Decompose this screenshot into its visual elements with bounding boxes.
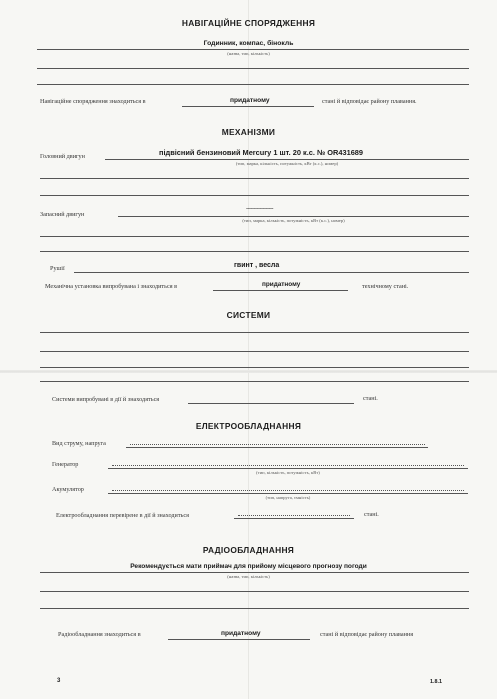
navigation-state-value[interactable]: придатному [230,97,270,104]
electrical-checked-dotted [238,515,350,516]
electrical-title: ЕЛЕКТРООБЛАДНАННЯ [195,421,302,431]
systems-line-2 [40,351,469,352]
propulsors-line [74,272,469,273]
radio-state-suffix: стані й відповідає району плавання [320,631,414,638]
battery-dotted [112,490,464,491]
form-code: 1.8.1 [430,679,442,685]
navigation-line-3 [37,84,469,85]
spare-engine-value[interactable]: ------------------ [246,206,273,212]
radio-value[interactable]: Рекомендується мати приймач для прийому місцевого прогнозу погоди [130,563,367,570]
mechanisms-title: МЕХАНІЗМИ [221,127,276,137]
battery-label: Акумулятор [52,486,84,493]
radio-title: РАДІООБЛАДНАННЯ [202,545,295,555]
electrical-checked-suffix: стані. [364,511,379,518]
propulsors-value[interactable]: гвинт , весла [234,262,280,269]
mechanisms-tested-label: Механічна установка випробувана і знаходиться в [45,283,178,290]
generator-line[interactable] [108,468,468,469]
radio-state-value[interactable]: придатному [221,630,261,637]
navigation-title: НАВІГАЦІЙНЕ СПОРЯДЖЕННЯ [181,18,316,28]
main-engine-value[interactable]: підвісний бензиновий Mercury 1 шт. 20 к.с. № OR431689 [159,148,364,157]
mechanisms-tested-value[interactable]: придатному [262,281,301,288]
electrical-checked-line[interactable] [234,518,354,519]
navigation-state-line [182,106,314,107]
mechanisms-tested-suffix: технічному стані. [362,283,409,290]
radio-state-label: Радіообладнання знаходиться в [58,631,141,638]
battery-hint: (тип, напруга, ємність) [265,495,311,500]
current-label: Вид струму, напруга [52,440,106,447]
navigation-state-suffix: стані й відповідає району плавання. [322,98,417,105]
systems-tested-suffix: стані. [363,395,378,402]
main-engine-hint: (тип, марка, кількість, потужність, кВт (к.с.), номер) [235,161,339,166]
generator-dotted [112,465,464,466]
radio-line-3 [40,608,469,609]
navigation-line-2 [37,68,469,69]
fold-crease-horizontal [0,370,497,373]
fold-crease-vertical [248,0,249,699]
navigation-hint: (назва, тип, кількість) [227,51,270,56]
systems-tested-line[interactable] [188,403,354,404]
radio-hint: (назва, тип, кількість) [227,574,270,579]
systems-line-1 [40,332,469,333]
systems-line-3 [40,367,469,368]
main-engine-line [105,159,469,160]
electrical-checked-label: Електрообладнання перевірене в дії й знаходиться [56,512,189,519]
current-line[interactable] [126,447,428,448]
mechanisms-tested-line [213,290,348,291]
generator-hint: (тип, кількість, потужність, кВт) [256,470,320,475]
spare-engine-line [118,216,469,217]
main-engine-label: Головний двигун [40,153,85,160]
navigation-line [37,49,469,50]
systems-title: СИСТЕМИ [226,310,271,320]
navigation-state-label: Навігаційне спорядження знаходиться в [40,98,146,105]
spare-engine-hint: (тип, марка, кількість, потужність, кВт (к.с.), номер) [242,218,345,223]
current-dotted [130,444,425,445]
spare-engine-line-3 [40,251,469,252]
radio-line-2 [40,591,469,592]
battery-line[interactable] [108,493,468,494]
main-engine-line-2 [40,178,469,179]
generator-label: Генератор [52,461,79,468]
page-number: 3 [57,678,61,684]
radio-state-line [168,639,310,640]
spare-engine-line-2 [40,236,469,237]
systems-tested-label: Системи випробувані в дії й знаходяться [52,396,160,403]
spare-engine-label: Запасний двигун [40,211,85,218]
main-engine-line-3 [40,195,469,196]
radio-line [40,572,469,573]
propulsors-label: Рушії [50,265,65,272]
navigation-value[interactable]: Годинник, компас, бінокль [203,40,294,47]
systems-line-4 [40,381,469,382]
